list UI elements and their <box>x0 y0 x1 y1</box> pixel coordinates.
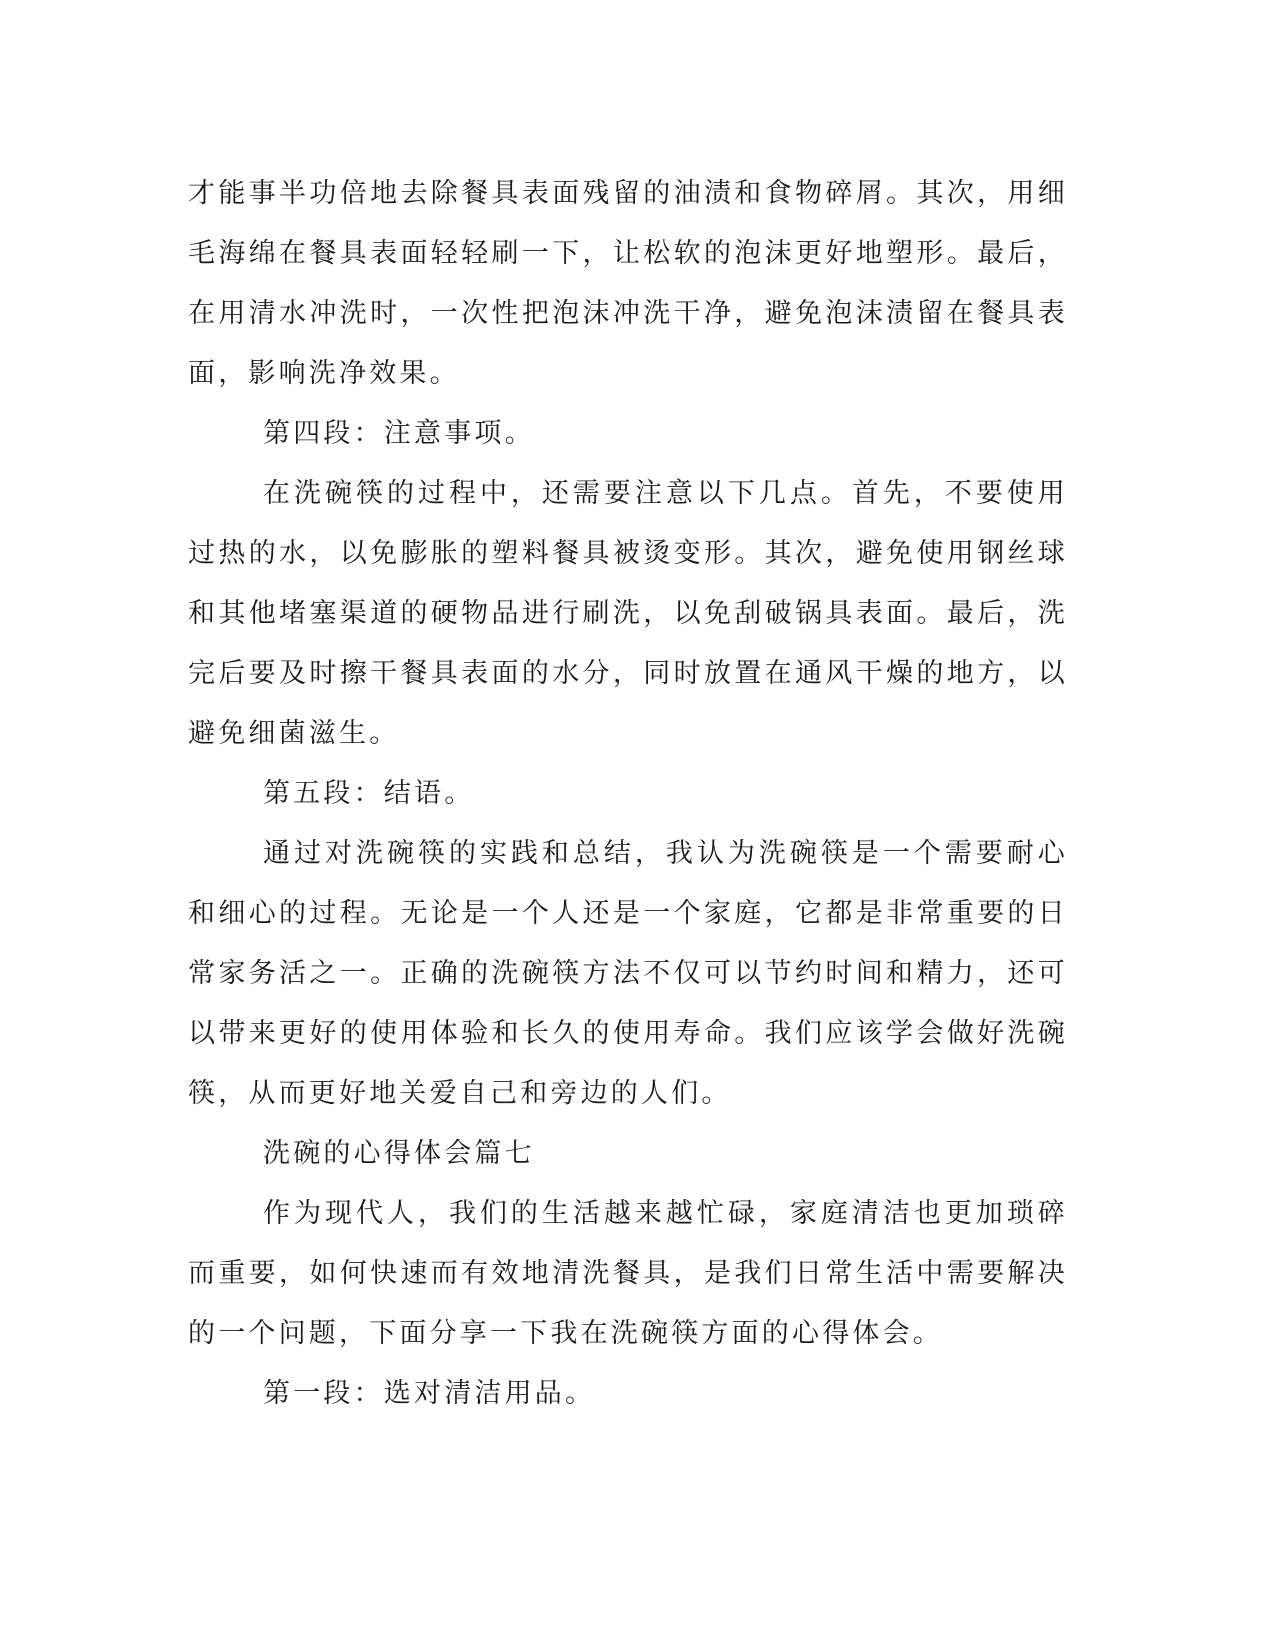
article-title-seven: 洗碗的心得体会篇七 <box>263 1138 535 1169</box>
section-heading-part-one: 第一段：选对清洁用品。 <box>263 1378 596 1409</box>
section-heading-part-four: 第四段：注意事项。 <box>263 418 535 449</box>
paragraph-introduction: 作为现代人，我们的生活越来越忙碌，家庭清洁也更加琐碎而重要，如何快速而有效地清洗餐具，是我们日常生活中需要解决的一个问题，下面分享一下我在洗碗筷方面的心得体会。 <box>188 1198 1068 1349</box>
document-body <box>188 164 1068 1424</box>
section-heading-part-five: 第五段：结语。 <box>263 778 475 809</box>
paragraph-precautions: 在洗碗筷的过程中，还需要注意以下几点。首先，不要使用过热的水，以免膨胀的塑料餐具被烫变形。其次，避免使用钢丝球和其他堵塞渠道的硬物品进行刷洗，以免刮破锅具表面。最后，洗完后要及时擦干餐具表面的水分，同时放置在通风干燥的地方，以避免细菌滋生。 <box>188 478 1068 749</box>
paragraph-continuation: 才能事半功倍地去除餐具表面残留的油渍和食物碎屑。其次，用细毛海绵在餐具表面轻轻刷一下，让松软的泡沫更好地塑形。最后，在用清水冲洗时，一次性把泡沫冲洗干净，避免泡沫渍留在餐具表面，影响洗净效果。 <box>188 178 1068 389</box>
paragraph-conclusion: 通过对洗碗筷的实践和总结，我认为洗碗筷是一个需要耐心和细心的过程。无论是一个人还是一个家庭，它都是非常重要的日常家务活之一。正确的洗碗筷方法不仅可以节约时间和精力，还可以带来更好的使用体验和长久的使用寿命。我们应该学会做好洗碗筷，从而更好地关爱自己和旁边的人们。 <box>188 838 1068 1109</box>
